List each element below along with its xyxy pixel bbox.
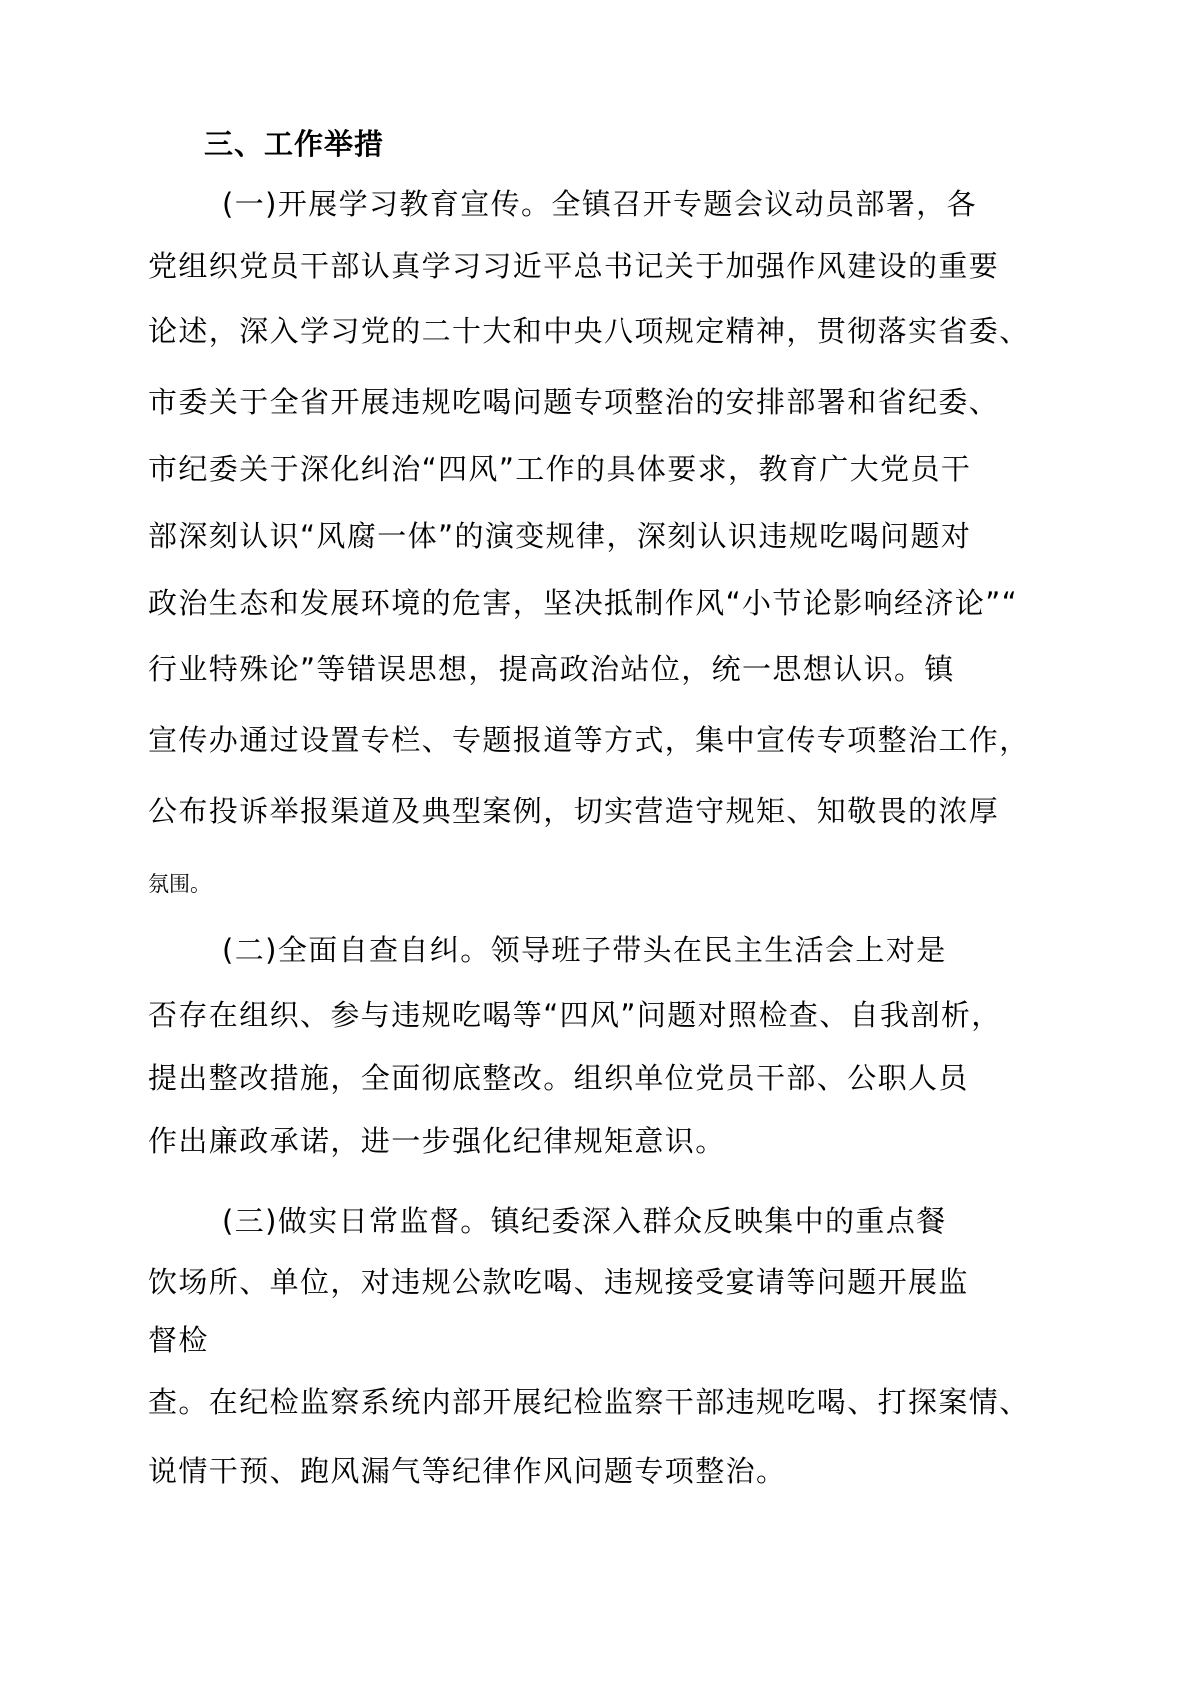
paragraph-line: 宣传办通过设置专栏、专题报道等方式，集中宣传专项整治工作， (148, 723, 1030, 757)
paragraph-line: (二)全面自查自纠。领导班子带头在民主生活会上对是 (222, 933, 947, 967)
paragraph-line: 说情干预、跑风漏气等纪律作风问题专项整治。 (148, 1454, 787, 1488)
paragraph-line: (三)做实日常监督。镇纪委深入群众反映集中的重点餐 (222, 1204, 947, 1238)
paragraph-line: 政治生态和发展环境的危害，坚决抵制作风“小节论影响经济论”“ (148, 586, 1019, 620)
paragraph-line: 提出整改措施，全面彻底整改。组织单位党员干部、公职人员 (148, 1061, 969, 1095)
paragraph-line: 市纪委关于深化纠治“四风”工作的具体要求，教育广大党员干 (148, 452, 972, 486)
paragraph-line: 党组织党员干部认真学习习近平总书记关于加强作风建设的重要 (148, 249, 1000, 283)
paragraph-line: 饮场所、单位，对违规公款吃喝、违规接受宴请等问题开展监 (148, 1265, 969, 1299)
paragraph-line: 公布投诉举报渠道及典型案例，切实营造守规矩、知敬畏的浓厚 (148, 794, 1000, 828)
paragraph-line: 查。在纪检监察系统内部开展纪检监察干部违规吃喝、打探案情、 (148, 1385, 1030, 1419)
section-heading: 三、工作举措 (204, 127, 385, 161)
paragraph-line: 市委关于全省开展违规吃喝问题专项整治的安排部署和省纪委、 (148, 385, 1000, 419)
paragraph-line: 论述，深入学习党的二十大和中央八项规定精神，贯彻落实省委、 (148, 314, 1030, 348)
paragraph-line: 行业特殊论”等错误思想，提高政治站位，统一思想认识。镇 (148, 652, 955, 686)
paragraph-line: 否存在组织、参与违规吃喝等“四风”问题对照检查、自我剖析， (148, 998, 1002, 1032)
paragraph-line: (一)开展学习教育宣传。全镇召开专题会议动员部署，各 (222, 187, 978, 221)
paragraph-line: 氛围。 (148, 872, 211, 896)
paragraph-line: 作出廉政承诺，进一步强化纪律规矩意识。 (148, 1124, 726, 1158)
paragraph-line: 督检 (148, 1323, 209, 1357)
paragraph-line: 部深刻认识“风腐一体”的演变规律，深刻认识违规吃喝问题对 (148, 519, 972, 553)
